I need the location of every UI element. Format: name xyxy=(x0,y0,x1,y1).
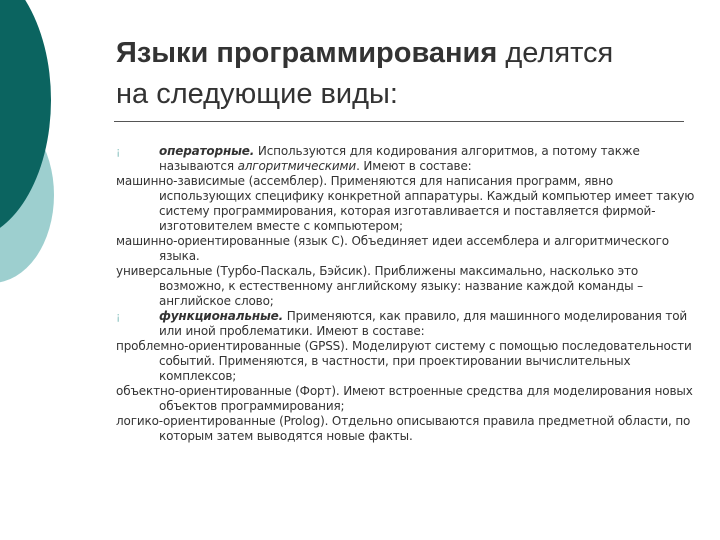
bullet-icon: ¡ xyxy=(116,310,121,323)
title-divider xyxy=(114,121,684,122)
title-line2: на следующие виды: xyxy=(116,78,398,110)
list-item: объектно-ориентированные (Форт). Имеют встроенные средства для моделирования новых объектов программирования; xyxy=(116,384,693,413)
item-emphasis: алгоритмическими xyxy=(237,159,357,173)
list-item-functional xyxy=(116,309,706,339)
title-rest: делятся xyxy=(497,37,614,69)
slide-body xyxy=(116,144,706,444)
list-item: машинно-ориентированные (язык С). Объединяет идеи ассемблера и алгоритмического языка. xyxy=(116,234,669,263)
item-text: Применяются, как правило, для машинного моделирования той или иной проблематики. Имеют в составе: xyxy=(159,309,688,338)
term: функциональные. xyxy=(159,309,284,323)
list-item: машинно-зависимые (ассемблер). Применяются для написания программ, явно использующих специфику конкретной аппаратуры. Каждый компьютер имеет такую систему программирования, которая изготавливается и поставляется фирмой-изготовителем вместе с компьютером; xyxy=(116,174,695,233)
item-text: . Имеют в составе: xyxy=(356,159,472,173)
item-text: Используются для кодирования алгоритмов, а потому также называются xyxy=(159,144,640,173)
bullet-icon: ¡ xyxy=(116,145,121,158)
slide-title xyxy=(116,33,706,115)
list-item-operator xyxy=(116,144,706,174)
decorative-circles xyxy=(0,0,80,300)
title-bold: Языки программирования xyxy=(116,37,498,69)
term: операторные. xyxy=(159,144,255,158)
list-item: универсальные (Турбо-Паскаль, Бэйсик). Приближены максимально, насколько это возможно, к естественному английскому языку: название каждой команды – английское слово; xyxy=(116,264,643,308)
list-item: логико-ориентированные (Prolog). Отдельно описываются правила предметной области, по которым затем выводятся новые факты. xyxy=(116,414,691,443)
list-item: проблемно-ориентированные (GPSS). Моделируют систему с помощью последовательности событий. Применяются, в частности, при проектировании вычислительных комплексов; xyxy=(116,339,692,383)
